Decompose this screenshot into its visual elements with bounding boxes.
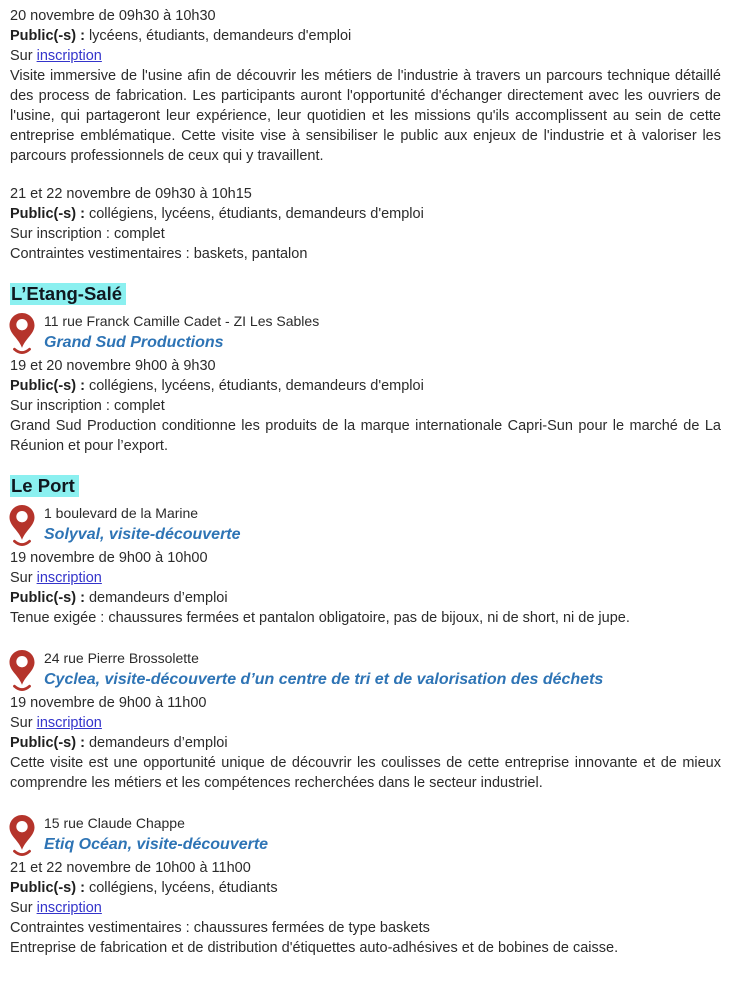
venue-block [10, 811, 721, 958]
company-name: Etiq Océan, visite-découverte [44, 836, 269, 853]
event-description: Grand Sud Production conditionne les produits de la marque internationale Capri-Sun pour le marché de La Réunion et pour l’export. [10, 418, 721, 454]
venue-block [10, 646, 721, 793]
venue-header [10, 811, 721, 857]
public-value: collégiens, lycéens, étudiants, demandeurs d'emploi [84, 206, 424, 222]
inscription-line [10, 568, 721, 588]
public-line [10, 204, 721, 224]
event-block [10, 184, 721, 264]
event-date: 19 et 20 novembre 9h00 à 9h30 [10, 358, 216, 374]
inscription-line [10, 46, 721, 66]
venue-address: 15 rue Claude Chappe [44, 815, 185, 831]
dress-code: Contraintes vestimentaires : chaussures fermées de type baskets [10, 920, 430, 936]
inscription-link[interactable]: inscription [36, 48, 102, 64]
venue-address: 11 rue Franck Camille Cadet - ZI Les Sables [44, 313, 320, 329]
inscription-prefix: Sur [10, 715, 37, 731]
location-pin-icon [7, 647, 37, 693]
event-date: 21 et 22 novembre de 09h30 à 10h15 [10, 186, 252, 202]
inscription-prefix: Sur [10, 48, 37, 64]
venue-block [10, 501, 721, 628]
inscription-prefix: Sur [10, 570, 37, 586]
public-value: collégiens, lycéens, étudiants, demandeurs d'emploi [84, 378, 424, 394]
event-description: Visite immersive de l'usine afin de découvrir les métiers de l'industrie à travers un parcours technique détaillé des process de fabrication. Les participants auront l'opportunité d'échanger directement avec les ouvriers de l'usine, qui partageront leur expérience, leur quotidien et les missions qu'ils accomplissent au sein de cette entreprise emblématique. Cette visite vise à sensibiliser le public aux enjeux de l'industrie et à valoriser les parcours professionnels de ceux qui y travaillent. [10, 68, 721, 164]
inscription-line [10, 898, 721, 918]
public-label: Public(-s) : [10, 378, 85, 394]
public-label: Public(-s) : [10, 28, 85, 44]
company-name: Cyclea, visite-découverte d’un centre de tri et de valorisation des déchets [44, 671, 604, 688]
public-line [10, 733, 721, 753]
city-title: L’Etang-Salé [10, 283, 126, 305]
event-block [10, 6, 721, 166]
public-label: Public(-s) : [10, 206, 85, 222]
location-pin-icon [7, 812, 37, 858]
public-line [10, 878, 721, 898]
event-description: Entreprise de fabrication et de distribution d'étiquettes auto-adhésives et de bobines de caisse. [10, 940, 619, 956]
inscription-line [10, 713, 721, 733]
event-date: 19 novembre de 9h00 à 11h00 [10, 695, 207, 711]
city-title: Le Port [10, 475, 79, 497]
inscription-link[interactable]: inscription [36, 900, 102, 916]
dress-code: Contraintes vestimentaires : baskets, pantalon [10, 246, 308, 262]
public-value: lycéens, étudiants, demandeurs d'emploi [84, 28, 352, 44]
inscription-status: Sur inscription : complet [10, 226, 165, 242]
public-value: collégiens, lycéens, étudiants [84, 880, 278, 896]
event-date: 19 novembre de 9h00 à 10h00 [10, 550, 208, 566]
venue-address: 24 rue Pierre Brossolette [44, 650, 199, 666]
venue-header [10, 501, 721, 547]
company-name: Grand Sud Productions [44, 334, 224, 351]
public-line [10, 376, 721, 396]
public-value: demandeurs d’emploi [84, 590, 228, 606]
company-name: Solyval, visite-découverte [44, 526, 241, 543]
event-date: 20 novembre de 09h30 à 10h30 [10, 8, 216, 24]
venue-header [10, 646, 721, 692]
city-heading [10, 282, 721, 306]
event-date: 21 et 22 novembre de 10h00 à 11h00 [10, 860, 251, 876]
location-pin-icon [7, 310, 37, 356]
public-label: Public(-s) : [10, 735, 85, 751]
public-value: demandeurs d’emploi [84, 735, 228, 751]
venue-header [10, 309, 721, 355]
inscription-link[interactable]: inscription [36, 715, 102, 731]
city-heading [10, 474, 721, 498]
venue-address: 1 boulevard de la Marine [44, 505, 199, 521]
inscription-status: Sur inscription : complet [10, 398, 165, 414]
venue-block [10, 309, 721, 456]
location-pin-icon [7, 502, 37, 548]
public-line [10, 26, 721, 46]
public-label: Public(-s) : [10, 880, 85, 896]
event-description: Tenue exigée : chaussures fermées et pantalon obligatoire, pas de bijoux, ni de short, ni de jupe. [10, 610, 630, 626]
event-description: Cette visite est une opportunité unique de découvrir les coulisses de cette entreprise innovante et de mieux comprendre les métiers et les compétences recherchées dans le secteur industriel. [10, 755, 721, 791]
inscription-prefix: Sur [10, 900, 37, 916]
inscription-link[interactable]: inscription [36, 570, 102, 586]
public-line [10, 588, 721, 608]
public-label: Public(-s) : [10, 590, 85, 606]
